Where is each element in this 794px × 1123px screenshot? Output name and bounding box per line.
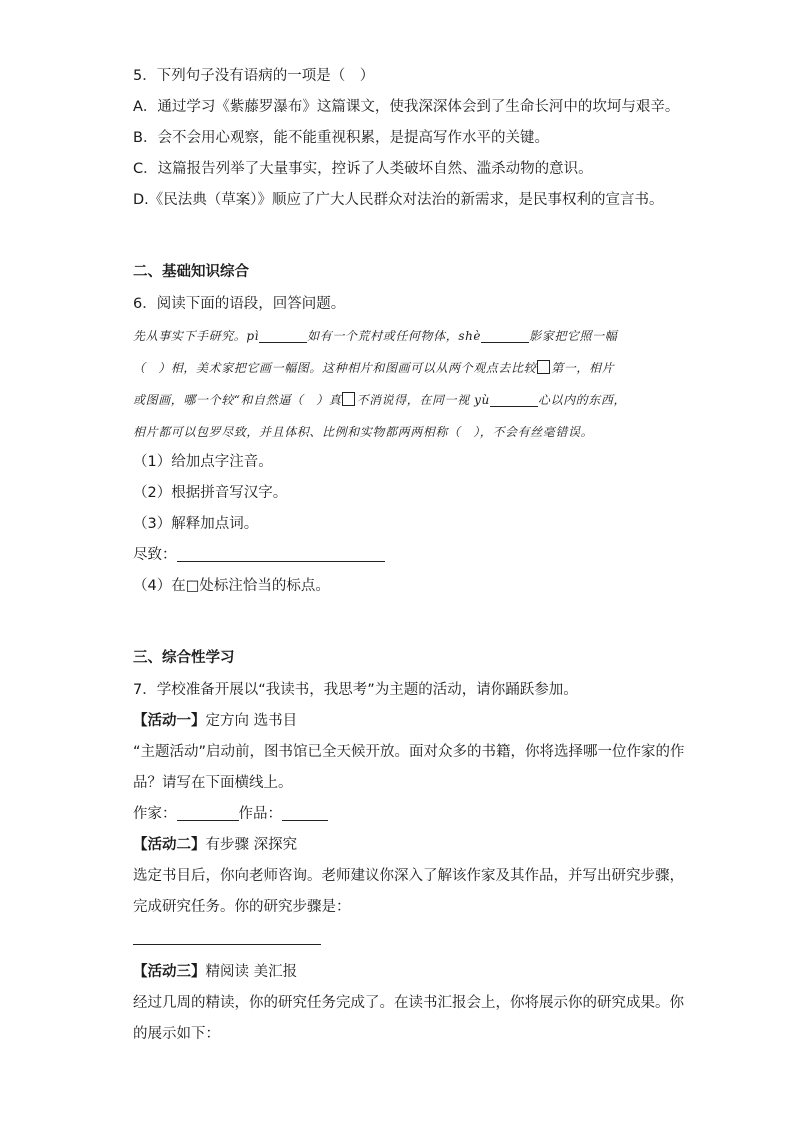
activity-3-text: 的展示如下： bbox=[133, 1026, 220, 1042]
passage-line-4: 相片都可以包罗尽致，并且体积、比例和实物都两两相称（ ），不会有丝毫错误。 bbox=[133, 425, 594, 439]
pinyin-blank-pi[interactable] bbox=[259, 328, 307, 343]
activity-2-heading bbox=[133, 835, 297, 855]
work-blank[interactable] bbox=[282, 806, 328, 821]
q5-option-a: A．通过学习《紫藤罗瀑布》这篇课文，使我深深体会到了生命长河中的坎坷与艰辛。 bbox=[133, 99, 680, 115]
passage-text: 或图画，哪一个较“和自然逼（ ）真 bbox=[133, 393, 342, 407]
activity-3-text: 经过几周的精读，你的研究任务完成了。在读书汇报会上，你将展示你的研究成果。你 bbox=[133, 995, 684, 1011]
passage-text: （ ）相，美术家把它画一幅图。这种相片和图画可以从两个观点去比较 bbox=[133, 361, 537, 375]
q5-option-c: C．这篇报告列举了大量事实，控诉了人类破坏自然、滥杀动物的意识。 bbox=[133, 161, 593, 177]
punctuation-box[interactable] bbox=[342, 392, 355, 406]
activity-2-text: 完成研究任务。你的研究步骤是： bbox=[133, 899, 351, 915]
pinyin-blank-yu[interactable] bbox=[490, 392, 538, 407]
pinyin-blank-she[interactable] bbox=[481, 328, 529, 343]
subquestion-2: （2）根据拼音写汉字。 bbox=[133, 485, 288, 501]
passage-text: 影家把它照一幅 bbox=[529, 329, 618, 343]
activity-3-name: 精阅读 美汇报 bbox=[205, 964, 298, 980]
activity-1-text: 品？请写在下面横线上。 bbox=[133, 775, 293, 791]
passage-text: 先从事实下手研究。pì bbox=[133, 329, 260, 343]
passage-line-1 bbox=[133, 326, 617, 346]
author-work-line bbox=[133, 804, 328, 824]
activity-1-text: “主题活动”启动前，图书馆已全天候开放。面对众多的书籍，你将选择哪一位作家的作 bbox=[133, 744, 685, 760]
q5-stem: 5．下列句子没有语病的一项是（ ） bbox=[133, 68, 375, 84]
passage-text: 第一，相片 bbox=[551, 361, 615, 375]
q7-stem: 7．学校准备开展以“我读书，我思考”为主题的活动，请你踊跃参加。 bbox=[133, 682, 578, 698]
activity-1-name: 定方向 选书目 bbox=[205, 713, 298, 729]
activity-1-heading bbox=[133, 711, 297, 731]
activity-2-tag: 【活动二】 bbox=[133, 837, 206, 853]
subquestion-1: （1）给加点字注音。 bbox=[133, 454, 273, 470]
jinzhi-label: 尽致： bbox=[133, 547, 177, 563]
passage-line-3 bbox=[133, 390, 626, 410]
work-label: 作品： bbox=[238, 806, 282, 822]
passage-text: 心以内的东西， bbox=[537, 393, 627, 407]
q5-option-b: B．会不会用心观察，能不能重视积累，是提高写作水平的关键。 bbox=[133, 130, 549, 146]
activity-1-tag: 【活动一】 bbox=[133, 713, 206, 729]
passage-text: 如有一个荒村或任何物体，shè bbox=[307, 329, 482, 343]
subquestion-3: （3）解释加点词。 bbox=[133, 516, 259, 532]
activity-3-tag: 【活动三】 bbox=[133, 964, 206, 980]
punctuation-box[interactable] bbox=[537, 360, 550, 374]
research-steps-answer-line[interactable] bbox=[133, 944, 321, 945]
activity-2-text: 选定书目后，你向老师咨询。老师建议你深入了解该作家及其作品，并写出研究步骤， bbox=[133, 868, 684, 884]
jinzhi-answer-line bbox=[133, 545, 385, 565]
subquestion-4: （4）在□处标注恰当的标点。 bbox=[133, 578, 330, 594]
passage-text: 不消说得，在同一视 yù bbox=[356, 393, 490, 407]
jinzhi-answer-blank[interactable] bbox=[177, 547, 385, 562]
author-label: 作家： bbox=[133, 806, 177, 822]
author-blank[interactable] bbox=[177, 806, 239, 821]
activity-3-heading bbox=[133, 962, 297, 982]
q6-stem: 6．阅读下面的语段，回答问题。 bbox=[133, 296, 346, 312]
passage-line-2 bbox=[133, 358, 614, 378]
activity-2-name: 有步骤 深探究 bbox=[205, 837, 298, 853]
section-2-title: 二、基础知识综合 bbox=[133, 264, 249, 280]
q5-option-d: D.《民法典（草案）》顺应了广大人民群众对法治的新需求，是民事权利的宣言书。 bbox=[133, 192, 664, 208]
section-3-title: 三、综合性学习 bbox=[133, 650, 235, 666]
